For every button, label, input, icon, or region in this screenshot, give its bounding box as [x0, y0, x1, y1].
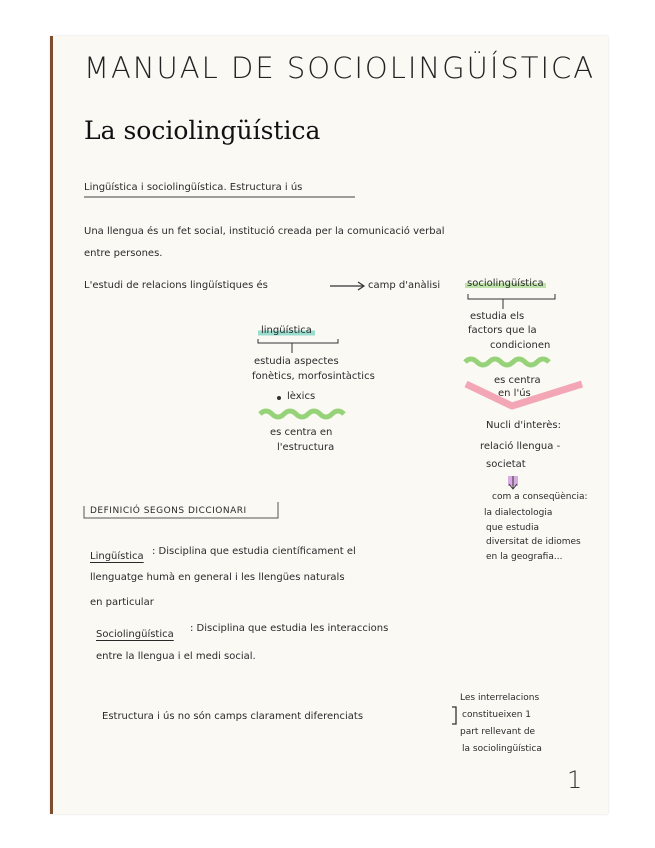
def1-line-1: : Disciplina que estudia científicament el: [152, 546, 356, 557]
relations-text: L'estudi de relacions lingüístiques és: [84, 280, 268, 291]
def-heading: DEFINICIÓ SEGONS DICCIONARI: [90, 506, 247, 516]
field-text: camp d'anàlisi: [368, 280, 441, 291]
bottom-note-1: Les interrelacions: [460, 693, 540, 703]
socio-col-line-3: condicionen: [490, 340, 551, 351]
socio-bracket: [468, 294, 555, 309]
bottom-note-2: constitueixen 1: [462, 710, 532, 720]
socio-wave-highlight: [465, 359, 549, 365]
nucli-line-2: relació llengua -: [480, 441, 561, 452]
socio-col-line-1: estudia els: [470, 311, 525, 322]
page-title: MANUAL DE SOCIOLINGÜÍSTICA: [84, 51, 596, 85]
ling-col-line-1: estudia aspectes: [254, 356, 339, 367]
bottom-note-4: la sociolingüística: [462, 744, 542, 754]
def2-line-1: : Disciplina que estudia les interaccions: [190, 623, 389, 634]
socio-label: sociolingüística: [467, 278, 544, 289]
ling-bracket: [258, 339, 338, 353]
socio-centre-2: en l'ús: [498, 388, 531, 399]
ling-bullet: lèxics: [287, 391, 316, 402]
ling-label: lingüística: [258, 326, 315, 336]
consequence-line-2: la dialectologia: [484, 508, 553, 518]
ling-col-line-2: fonètics, morfosintàctics: [252, 371, 375, 382]
def1-line-2: llenguatge humà en general i les llengües naturals: [90, 572, 345, 583]
ling-centre-2: l'estructura: [277, 442, 335, 453]
def2-line-2: entre la llengua i el medi social.: [96, 651, 256, 662]
section-heading: Lingüística i sociolingüística. Estructura i ús: [84, 182, 303, 193]
bullet-dot: [277, 396, 281, 400]
socio-col-line-2: factors que la: [468, 325, 537, 336]
intro-line-1: Una llengua és un fet social, institució creada per la comunicació verbal: [84, 226, 445, 237]
page-subtitle: La sociolingüística: [84, 116, 321, 145]
ling-centre-1: es centra en: [270, 427, 333, 438]
page-number: 1: [567, 766, 583, 794]
consequence-line-1: com a conseqüència:: [492, 492, 588, 502]
bottom-note-3: part rellevant de: [460, 727, 536, 737]
def1-line-3: en particular: [90, 597, 154, 608]
nucli-line-3: societat: [486, 459, 526, 470]
consequence-line-4: diversitat de idiomes: [486, 537, 581, 547]
nucli-line-1: Nucli d'interès:: [486, 420, 561, 431]
bottom-text: Estructura i ús no són camps clarament diferenciats: [102, 711, 364, 722]
def2-term: Sociolingüística: [96, 629, 174, 640]
bottom-bracket: [452, 707, 456, 724]
consequence-line-5: en la geografia...: [486, 552, 563, 562]
ling-wave-highlight: [260, 411, 344, 417]
def1-term: Lingüística: [90, 551, 144, 562]
socio-centre-1: es centra: [494, 375, 541, 386]
intro-line-2: entre persones.: [84, 248, 163, 259]
consequence-line-3: que estudia: [486, 523, 540, 533]
